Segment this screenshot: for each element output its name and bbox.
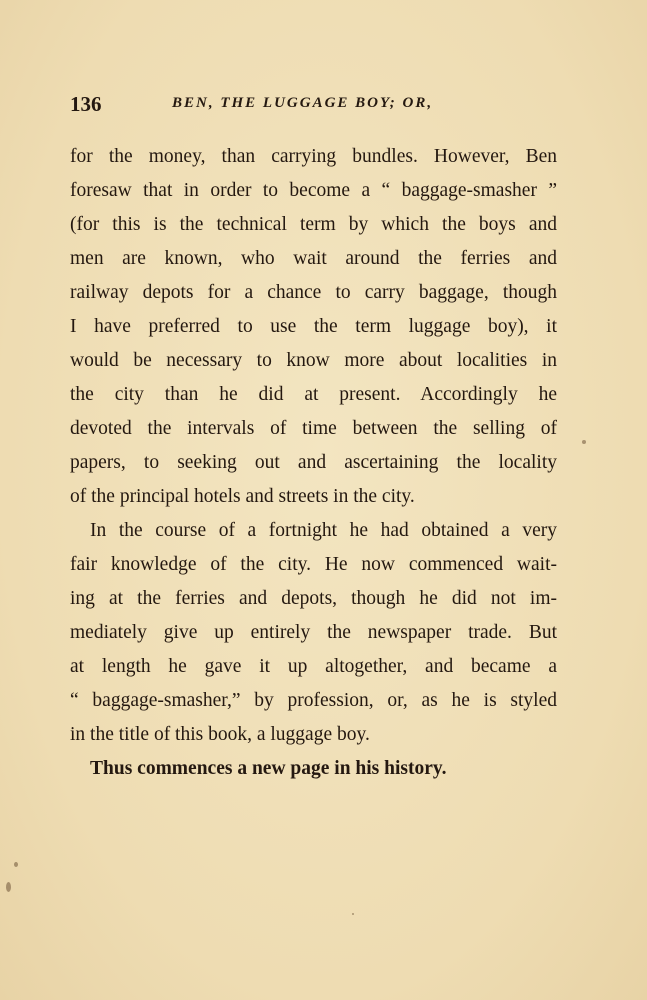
text-line: the city than he did at present. Accordingly he bbox=[70, 384, 557, 405]
paper-speck bbox=[6, 882, 11, 892]
text-line: would be necessary to know more about localities in bbox=[70, 350, 557, 371]
text-line: mediately give up entirely the newspaper trade. But bbox=[70, 622, 557, 643]
paragraph-3 bbox=[70, 752, 557, 786]
text-line: Thus commences a new page in his history. bbox=[90, 758, 447, 779]
text-line: of the principal hotels and streets in the city. bbox=[70, 486, 415, 507]
text-line: devoted the intervals of time between the selling of bbox=[70, 418, 557, 439]
text-line: railway depots for a chance to carry baggage, though bbox=[70, 282, 557, 303]
page-number: 136 bbox=[70, 92, 102, 116]
text-line: I have preferred to use the term luggage boy), it bbox=[70, 316, 557, 337]
paper-speck bbox=[14, 862, 18, 867]
page-header bbox=[70, 92, 560, 116]
text-line: ing at the ferries and depots, though he did not im- bbox=[70, 588, 557, 609]
text-line: men are known, who wait around the ferries and bbox=[70, 248, 557, 269]
text-line: (for this is the technical term by which the boys and bbox=[70, 214, 557, 235]
body-text bbox=[70, 140, 557, 786]
text-line: fair knowledge of the city. He now commenced wait- bbox=[70, 554, 557, 575]
text-line: “ baggage-smasher,” by profession, or, as he is styled bbox=[70, 690, 557, 711]
text-line: In the course of a fortnight he had obtained a very bbox=[90, 520, 557, 541]
text-line: papers, to seeking out and ascertaining the locality bbox=[70, 452, 557, 473]
paper-speck bbox=[582, 440, 586, 444]
text-line: in the title of this book, a luggage boy. bbox=[70, 724, 370, 745]
text-line: foresaw that in order to become a “ baggage-smasher ” bbox=[70, 180, 557, 201]
paragraph-2 bbox=[70, 514, 557, 752]
text-line: for the money, than carrying bundles. However, Ben bbox=[70, 146, 557, 167]
paper-speck bbox=[352, 913, 354, 915]
running-title: BEN, THE LUGGAGE BOY; OR, bbox=[172, 95, 434, 111]
text-line: at length he gave it up altogether, and became a bbox=[70, 656, 557, 677]
paragraph-1 bbox=[70, 140, 557, 514]
